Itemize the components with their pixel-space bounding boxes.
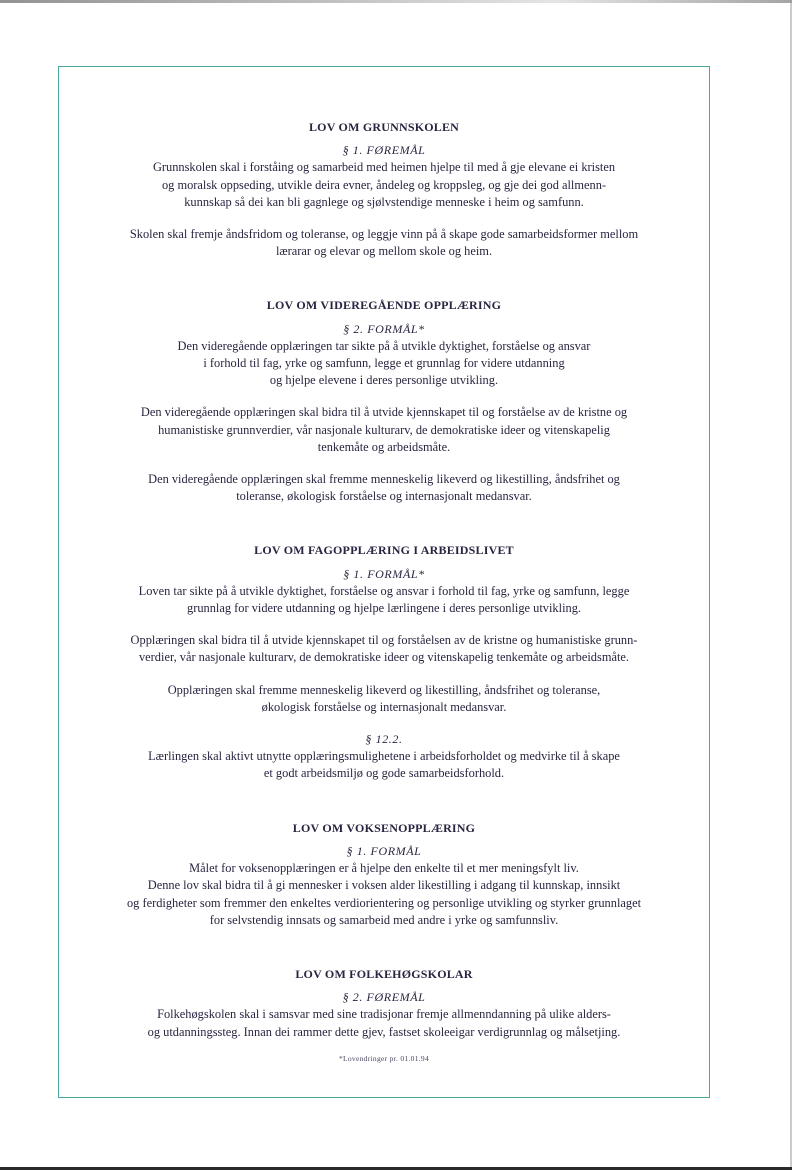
paragraph-title: § 1. FORMÅL [346, 843, 422, 858]
paragraph-title: § 1. FØREMÅL [342, 143, 426, 158]
paragraph-gap [70, 456, 698, 471]
paragraph [70, 404, 698, 456]
text-line: og ferdigheter som fremmer den enkeltes verdiorientering og personlige utvikling og styrker grunnlaget [126, 895, 642, 910]
paragraph-title: § 12.2. [365, 732, 403, 747]
text-line: Den videregående opplæringen skal bidra til å utvide kjennskapet til og forståelse av de kristne og [140, 405, 628, 420]
paragraph-gap [70, 667, 698, 682]
section-heading: LOV OM VIDEREGÅENDE OPPLÆRING [266, 298, 502, 313]
text-line: Lærlingen skal aktivt utnytte opplæringsmulighetene i arbeidsforholdet og medvirke til å skape [148, 749, 620, 764]
text-line: Den videregående opplæringen tar sikte på å utvikle dyktighet, forståelse og ansvar [177, 338, 591, 353]
top-spacer [70, 66, 698, 119]
footnote: *Lovendringer pr. 01.01.94 [338, 1053, 430, 1063]
section-heading: LOV OM GRUNNSKOLEN [308, 120, 460, 134]
paragraph [70, 860, 698, 929]
text-line: verdier, vår nasjonale kulturarv, de demokratiske ideer og vitenskapelig tenkemåte og arbeidsmåte. [138, 650, 629, 665]
text-line: og hjelpe elevene i deres personlige utvikling. [269, 373, 499, 388]
paragraph [70, 159, 698, 211]
paragraph [70, 748, 698, 782]
paragraph [70, 226, 698, 260]
scan-edge-top [0, 0, 792, 3]
paragraph-title: § 1. FORMÅL* [343, 566, 425, 581]
document-body [70, 66, 698, 1067]
text-line: Målet for voksenopplæringen er å hjelpe den enkelte til et mer meningsfylt liv. [189, 861, 579, 876]
law-section [70, 966, 698, 1041]
paragraph [70, 1006, 698, 1040]
text-line: toleranse, økologisk forståelse og internasjonalt medansvar. [236, 489, 532, 504]
law-section [70, 542, 698, 782]
text-line: Opplæringen skal fremme menneskelig likeverd og likestilling, åndsfrihet og toleranse, [167, 682, 601, 697]
text-line: Opplæringen skal bidra til å utvide kjennskapet til og forståelsen av de kristne og humanistiske grunn- [130, 633, 638, 648]
paragraph [70, 632, 698, 666]
section-heading: LOV OM FAGOPPLÆRING I ARBEIDSLIVET [254, 543, 514, 558]
paragraph-title: § 2. FORMÅL* [343, 321, 425, 336]
text-line: Folkehøgskolen skal i samsvar med sine tradisjonar fremje allmenndanning på ulike alders- [157, 1007, 611, 1022]
section-gap [70, 260, 698, 297]
paragraph-gap [70, 211, 698, 226]
text-line: Denne lov skal bidra til å gi mennesker i voksen alder likestilling i adgang til kunnskap, innsikt [147, 878, 621, 893]
text-line: Skolen skal fremje åndsfridom og toleranse, og leggje vinn på å skape gode samarbeidsformer mellom [129, 227, 639, 242]
text-line: tenkemåte og arbeidsmåte. [317, 439, 451, 454]
text-line: kunnskap så dei kan bli gagnlege og sjølvstendige menneske i heim og samfunn. [184, 194, 584, 209]
paragraph-gap [70, 617, 698, 632]
paragraph-title: § 2. FØREMÅL [342, 990, 426, 1005]
text-line: Loven tar sikte på å utvikle dyktighet, forståelse og ansvar i forhold til fag, yrke og samfunn, legge [138, 583, 630, 598]
law-section [70, 297, 698, 505]
paragraph [70, 471, 698, 505]
text-line: og moralsk oppseding, utvikle deira evner, åndeleg og kroppsleg, og gje dei god allmenn- [161, 177, 607, 192]
text-line: Grunnskolen skal i forståing og samarbeid med heimen hjelpe til med å gje elevane ei kristen [152, 160, 616, 175]
text-line: for selvstendig innsats og samarbeid med andre i yrke og samfunnsliv. [209, 912, 559, 927]
paragraph [70, 583, 698, 617]
paragraph [70, 682, 698, 716]
section-heading: LOV OM FOLKEHØGSKOLAR [295, 966, 473, 981]
text-line: lærarar og elevar og mellom skole og heim. [275, 244, 493, 259]
section-gap [70, 505, 698, 542]
text-line: humanistiske grunnverdier, vår nasjonale kulturarv, de demokratiske ideer og vitenskapelig [158, 422, 610, 437]
law-section [70, 820, 698, 929]
paragraph [70, 338, 698, 390]
section-gap [70, 783, 698, 820]
section-heading: LOV OM VOKSENOPPLÆRING [292, 820, 476, 835]
text-line: Den videregående opplæringen skal fremme menneskelig likeverd og likestilling, åndsfrihet og [148, 472, 620, 487]
text-line: økologisk forståelse og internasjonalt medansvar. [261, 699, 507, 714]
text-line: i forhold til fag, yrke og samfunn, legge et grunnlag for videre utdanning [203, 356, 565, 371]
paragraph-gap [70, 389, 698, 404]
section-gap [70, 929, 698, 966]
law-section [70, 119, 698, 260]
text-line: og utdanningssteg. Innan dei rammer dette gjev, fastset skoleeigar verdigrunnlag og målsetjing. [147, 1024, 621, 1039]
paragraph-gap [70, 716, 698, 731]
text-line: grunnlag for videre utdanning og hjelpe lærlingene i deres personlige utvikling. [187, 601, 581, 616]
text-line: et godt arbeidsmiljø og gode samarbeidsforhold. [263, 766, 505, 781]
